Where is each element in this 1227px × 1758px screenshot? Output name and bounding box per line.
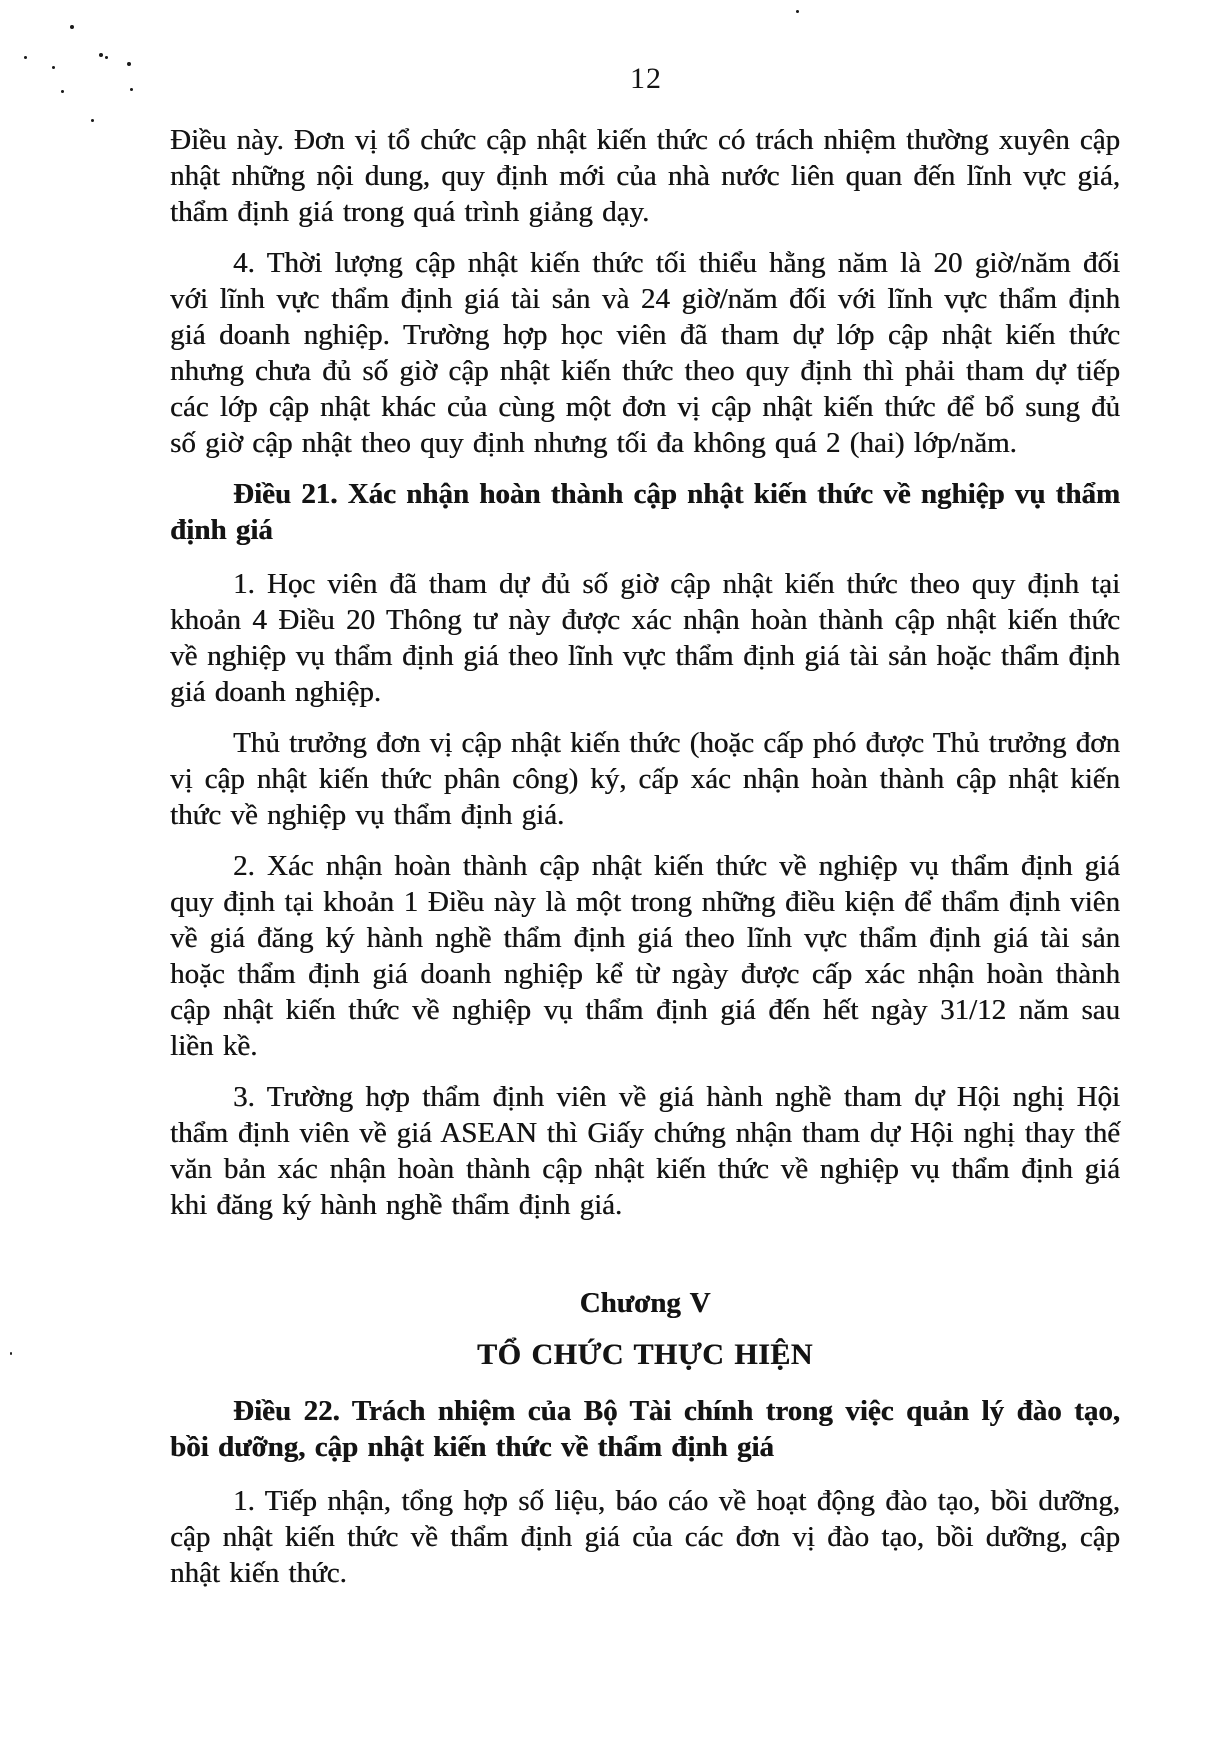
chapter-title: TỔ CHỨC THỰC HIỆN [477,1338,813,1371]
scan-speckle [70,25,74,29]
paragraph-article21-clause-1-cont: Thủ trưởng đơn vị cập nhật kiến thức (hoặc cấp phó được Thủ trưởng đơn vị cập nhật kiến thức phân công) ký, cấp xác nhận hoàn thành cập nhật kiến thức về nghiệp vụ thẩm định giá. [170,727,1120,831]
article-22-heading: Điều 22. Trách nhiệm của Bộ Tài chính trong việc quản lý đào tạo, bồi dưỡng, cập nhật kiến thức về thẩm định giá [170,1395,1120,1463]
scan-speckle [127,62,131,66]
page-content [170,122,1120,1606]
scan-speckle [105,56,108,59]
scan-speckle [10,1352,12,1355]
paragraph-clause-4: 4. Thời lượng cập nhật kiến thức tối thiểu hằng năm là 20 giờ/năm đối với lĩnh vực thẩm định giá tài sản và 24 giờ/năm đối với lĩnh vực thẩm định giá doanh nghiệp. Trường hợp học viên đã tham dự lớp cập nhật kiến thức nhưng chưa đủ số giờ cập nhật kiến thức theo quy định thì phải tham dự tiếp các lớp cập nhật khác của cùng một đơn vị cập nhật kiến thức để bổ sung đủ số giờ cập nhật theo quy định nhưng tối đa không quá 2 (hai) lớp/năm. [170,247,1120,459]
chapter-label: Chương V [579,1287,711,1319]
scan-speckle [91,119,94,122]
scan-speckle [130,88,133,91]
article-21-heading: Điều 21. Xác nhận hoàn thành cập nhật kiến thức về nghiệp vụ thẩm định giá [170,478,1120,546]
paragraph-article22-clause-1: 1. Tiếp nhận, tổng hợp số liệu, báo cáo về hoạt động đào tạo, bồi dưỡng, cập nhật kiến thức về thẩm định giá của các đơn vị đào tạo, bồi dưỡng, cập nhật kiến thức. [170,1485,1120,1589]
paragraph-article21-clause-3: 3. Trường hợp thẩm định viên về giá hành nghề tham dự Hội nghị Hội thẩm định viên về giá ASEAN thì Giấy chứng nhận tham dự Hội nghị thay thế văn bản xác nhận hoàn thành cập nhật kiến thức về nghiệp vụ thẩm định giá khi đăng ký hành nghề thẩm định giá. [170,1081,1120,1221]
paragraph-article21-clause-2: 2. Xác nhận hoàn thành cập nhật kiến thức về nghiệp vụ thẩm định giá quy định tại khoản 1 Điều này là một trong những điều kiện để thẩm định viên về giá đăng ký hành nghề thẩm định giá theo lĩnh vực thẩm định giá tài sản hoặc thẩm định giá doanh nghiệp kể từ ngày được cấp xác nhận hoàn thành cập nhật kiến thức về nghiệp vụ thẩm định giá đến hết ngày 31/12 năm sau liền kề. [170,850,1120,1062]
page-number: 12 [630,62,662,95]
scan-speckle [796,10,799,13]
scan-speckle [99,53,103,57]
scan-speckle [52,66,55,69]
scan-speckle [61,90,64,93]
scan-speckle [24,56,27,59]
paragraph-continuation: Điều này. Đơn vị tổ chức cập nhật kiến thức có trách nhiệm thường xuyên cập nhật những nội dung, quy định mới của nhà nước liên quan đến lĩnh vực giá, thẩm định giá trong quá trình giảng dạy. [170,124,1120,228]
paragraph-article21-clause-1: 1. Học viên đã tham dự đủ số giờ cập nhật kiến thức theo quy định tại khoản 4 Điều 20 Thông tư này được xác nhận hoàn thành cập nhật kiến thức về nghiệp vụ thẩm định giá theo lĩnh vực thẩm định giá tài sản hoặc thẩm định giá doanh nghiệp. [170,568,1120,708]
